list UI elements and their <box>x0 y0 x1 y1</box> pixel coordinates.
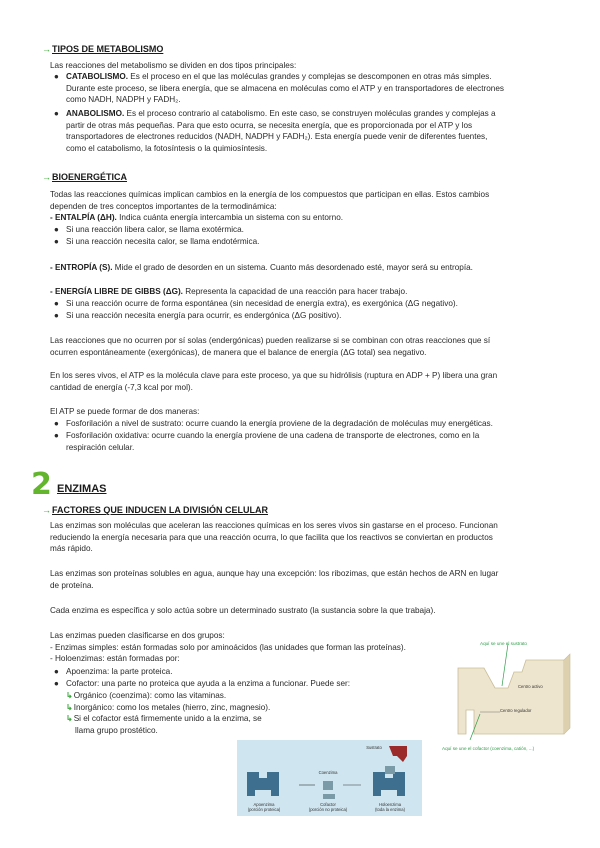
section-bioenergetica-heading <box>42 172 127 184</box>
diagram-label: Centro activo <box>518 684 543 689</box>
text-line: Las enzimas son moléculas que aceleran las reacciones químicas en los seres vivos sin gastarse en el proceso. Funcionan <box>50 521 498 530</box>
text-line: (porción no proteica) <box>308 807 348 812</box>
list-item <box>54 298 564 310</box>
text-line: Apoenzima <box>253 802 275 807</box>
text-line: - Enzimas simples: están formadas solo por aminoácidos (las unidades que forman las proteínas). <box>50 642 406 652</box>
diagram-label: Aquí se une el cofactor (coenzima, catión, ...) <box>442 746 535 751</box>
text-line: Orgánico (coenzima): como las vitaminas. <box>73 691 227 700</box>
text-line: respiración celular. <box>66 442 135 452</box>
text-line: dependen de tres conceptos importantes de la termodinámica: <box>50 201 277 211</box>
paragraph <box>50 520 570 555</box>
text-line: Durante este proceso, se libera energía, que se almacena en moléculas como el ATP y en transportadores de electrones <box>66 83 504 93</box>
text-line: En los seres vivos, el ATP es la molécula clave para este proceso, ya que su hidrólisis (ruptura en ADP + P) libera una gran <box>50 371 498 380</box>
diagram-label <box>239 802 289 812</box>
text-line: partir de otras más pequeñas. Para que esto ocurra, se necesita energía, que es proporcionada por el ATP y los <box>66 120 473 130</box>
diagram-label <box>365 802 415 812</box>
bullet-icon: ● <box>54 311 59 320</box>
bullet-icon: ● <box>54 72 59 81</box>
term: - ENTROPÍA (S). <box>50 263 113 272</box>
list-item <box>54 310 564 322</box>
bullet-icon: ● <box>54 299 59 308</box>
text-line: Si una reacción ocurre de forma espontánea (sin necesidad de energía extra), es exergónica (ΔG negativo). <box>66 299 458 308</box>
section-number: 2 <box>31 467 52 502</box>
section-metabolismo-heading <box>42 44 163 56</box>
paragraph <box>50 189 570 224</box>
diagram-label: Coenzima <box>318 770 338 775</box>
list-item <box>54 108 564 154</box>
text-line: Cofactor <box>320 802 336 807</box>
section-title: BIOENERGÉTICA <box>52 172 128 182</box>
paragraph <box>50 568 570 591</box>
bullet-icon: ● <box>54 431 59 440</box>
text-line: Las reacciones que no ocurren por sí solas (endergónicas) pueden realizarse si se combinan con otras reacciones que sí <box>50 336 491 345</box>
text-line: como NADH, NADPH y FADH₂. <box>66 95 181 105</box>
paragraph <box>50 370 570 393</box>
bullet-icon: ● <box>54 109 59 118</box>
text-line: - Holoenzimas: están formadas por: <box>50 654 180 664</box>
text-line: Las enzimas pueden clasificarse en dos grupos: <box>50 631 225 640</box>
text-line: de proteína. <box>50 580 94 590</box>
text-line: Es el proceso en el que las moléculas grandes y complejas se descomponen en otras más simples. <box>130 72 492 81</box>
list-item <box>66 690 366 702</box>
arrow-right-icon: → <box>42 172 51 182</box>
list-item <box>54 71 564 106</box>
text-line: Si el cofactor está firmemente unido a la enzima, se <box>73 714 262 724</box>
text-line: (porción proteica) <box>247 807 281 812</box>
text-line: reduciendo la energía necesaria para que una reacción ocurra, lo que facilita que los reactivos se conviertan en productos <box>50 532 493 542</box>
bullet-icon: ● <box>54 679 59 688</box>
list-item <box>66 713 366 725</box>
text-line: Si una reacción necesita energía para ocurrir, es endergónica (ΔG positivo). <box>66 311 342 320</box>
chapter-title: ENZIMAS <box>57 483 107 495</box>
section-title: TIPOS DE METABOLISMO <box>52 44 164 54</box>
paragraph: Cada enzima es específica y solo actúa sobre un determinado sustrato (la sustancia sobre la que trabaja). <box>50 606 436 615</box>
text-line: llama grupo prostético. <box>75 725 158 735</box>
paragraph <box>50 335 570 358</box>
section-factores-heading <box>42 505 268 517</box>
list-item <box>54 666 444 678</box>
text-line: Apoenzima: la parte proteica. <box>66 667 173 676</box>
term: - ENTALPÍA (ΔH). <box>50 213 117 223</box>
text-line <box>50 212 570 224</box>
term: ANABOLISMO. <box>66 109 125 118</box>
arrow-right-icon: ↳ <box>66 714 73 724</box>
paragraph <box>50 262 570 274</box>
list-item <box>54 224 564 236</box>
term-desc: Mide el grado de desorden en un sistema. Cuanto más desordenado esté, mayor será su entropía. <box>114 263 473 272</box>
section-title: FACTORES QUE INDUCEN LA DIVISIÓN CELULAR <box>52 505 269 515</box>
paragraph: El ATP se puede formar de dos maneras: <box>50 407 200 416</box>
term-desc: Indica cuánta energía intercambia un sistema con su entorno. <box>119 213 344 223</box>
diagram-label <box>303 802 353 812</box>
diagram-label: Aquí se une el sustrato <box>480 641 527 646</box>
list-item <box>54 678 444 690</box>
text-line: más rápido. <box>50 544 93 554</box>
arrow-right-icon: → <box>42 505 51 515</box>
text-line: Todas las reacciones químicas implican cambios en la energía de los compuestos que participan en ellas. Estos cambios <box>50 190 490 199</box>
paragraph: Las reacciones del metabolismo se dividen en dos tipos principales: <box>50 61 297 70</box>
holoenzyme-diagram <box>237 740 422 816</box>
text-line: Las enzimas son proteínas solubles en agua, aunque hay una excepción: los ribozimas, que están hechos de ARN en lugar <box>50 569 499 578</box>
term: CATABOLISMO. <box>66 72 129 81</box>
text-line: Si una reacción libera calor, se llama exotérmica. <box>66 225 244 234</box>
arrow-right-icon: ↳ <box>66 702 73 712</box>
enzyme-diagram <box>440 636 580 756</box>
term-desc: Representa la capacidad de una reacción para hacer trabajo. <box>185 287 408 296</box>
paragraph <box>50 286 570 298</box>
bullet-icon: ● <box>54 225 59 234</box>
text-line: cantidad de energía (-7,3 kcal por mol). <box>50 382 193 392</box>
bullet-icon: ● <box>54 237 59 246</box>
bullet-icon: ● <box>54 667 59 676</box>
text-line: Es el proceso contrario al catabolismo. En este caso, se construyen moléculas grandes y complejas a <box>126 109 496 118</box>
diagram-label: Sustrato <box>366 745 382 750</box>
enzyme-shape-icon <box>440 636 580 756</box>
arrow-right-icon: → <box>42 44 51 54</box>
text-line: Si una reacción necesita calor, se llama endotérmica. <box>66 237 260 246</box>
text-line: Fosforilación a nivel de sustrato: ocurre cuando la energía proviene de la degradación de moléculas muy energéticas. <box>66 419 493 428</box>
term: - ENERGÍA LIBRE DE GIBBS (ΔG). <box>50 287 183 296</box>
bullet-icon: ● <box>54 419 59 428</box>
list-item <box>66 702 366 714</box>
text-line: ocurren espontáneamente (exergónicas), de manera que el balance de energía (ΔG total) sea negativo. <box>50 347 427 357</box>
list-item <box>54 430 564 453</box>
list-item <box>54 418 564 430</box>
arrow-right-icon: ↳ <box>66 691 73 700</box>
text-line: Cofactor: una parte no proteica que ayuda a la enzima a funcionar. Puede ser: <box>66 679 351 688</box>
text-line: transportadores de electrones reducidos (NADH, NADPH y FADH₂). Esta energía puede venir de diferentes fuentes, <box>66 132 488 142</box>
cofactor-list <box>66 690 366 736</box>
list-item <box>54 236 564 248</box>
diagram-label: Centro regulador <box>500 708 532 713</box>
text-line: Holoenzima <box>378 802 402 807</box>
text-line: Fosforilación oxidativa: ocurre cuando la energía proviene de una cadena de transporte de electrones, como en la <box>66 431 480 440</box>
text-line: como el catabolismo, la fotosíntesis o la quimiosíntesis. <box>66 143 268 153</box>
text-line: (toda la enzima) <box>374 807 406 812</box>
text-line: Inorgánico: como los metales (hierro, zinc, magnesio). <box>73 702 271 712</box>
